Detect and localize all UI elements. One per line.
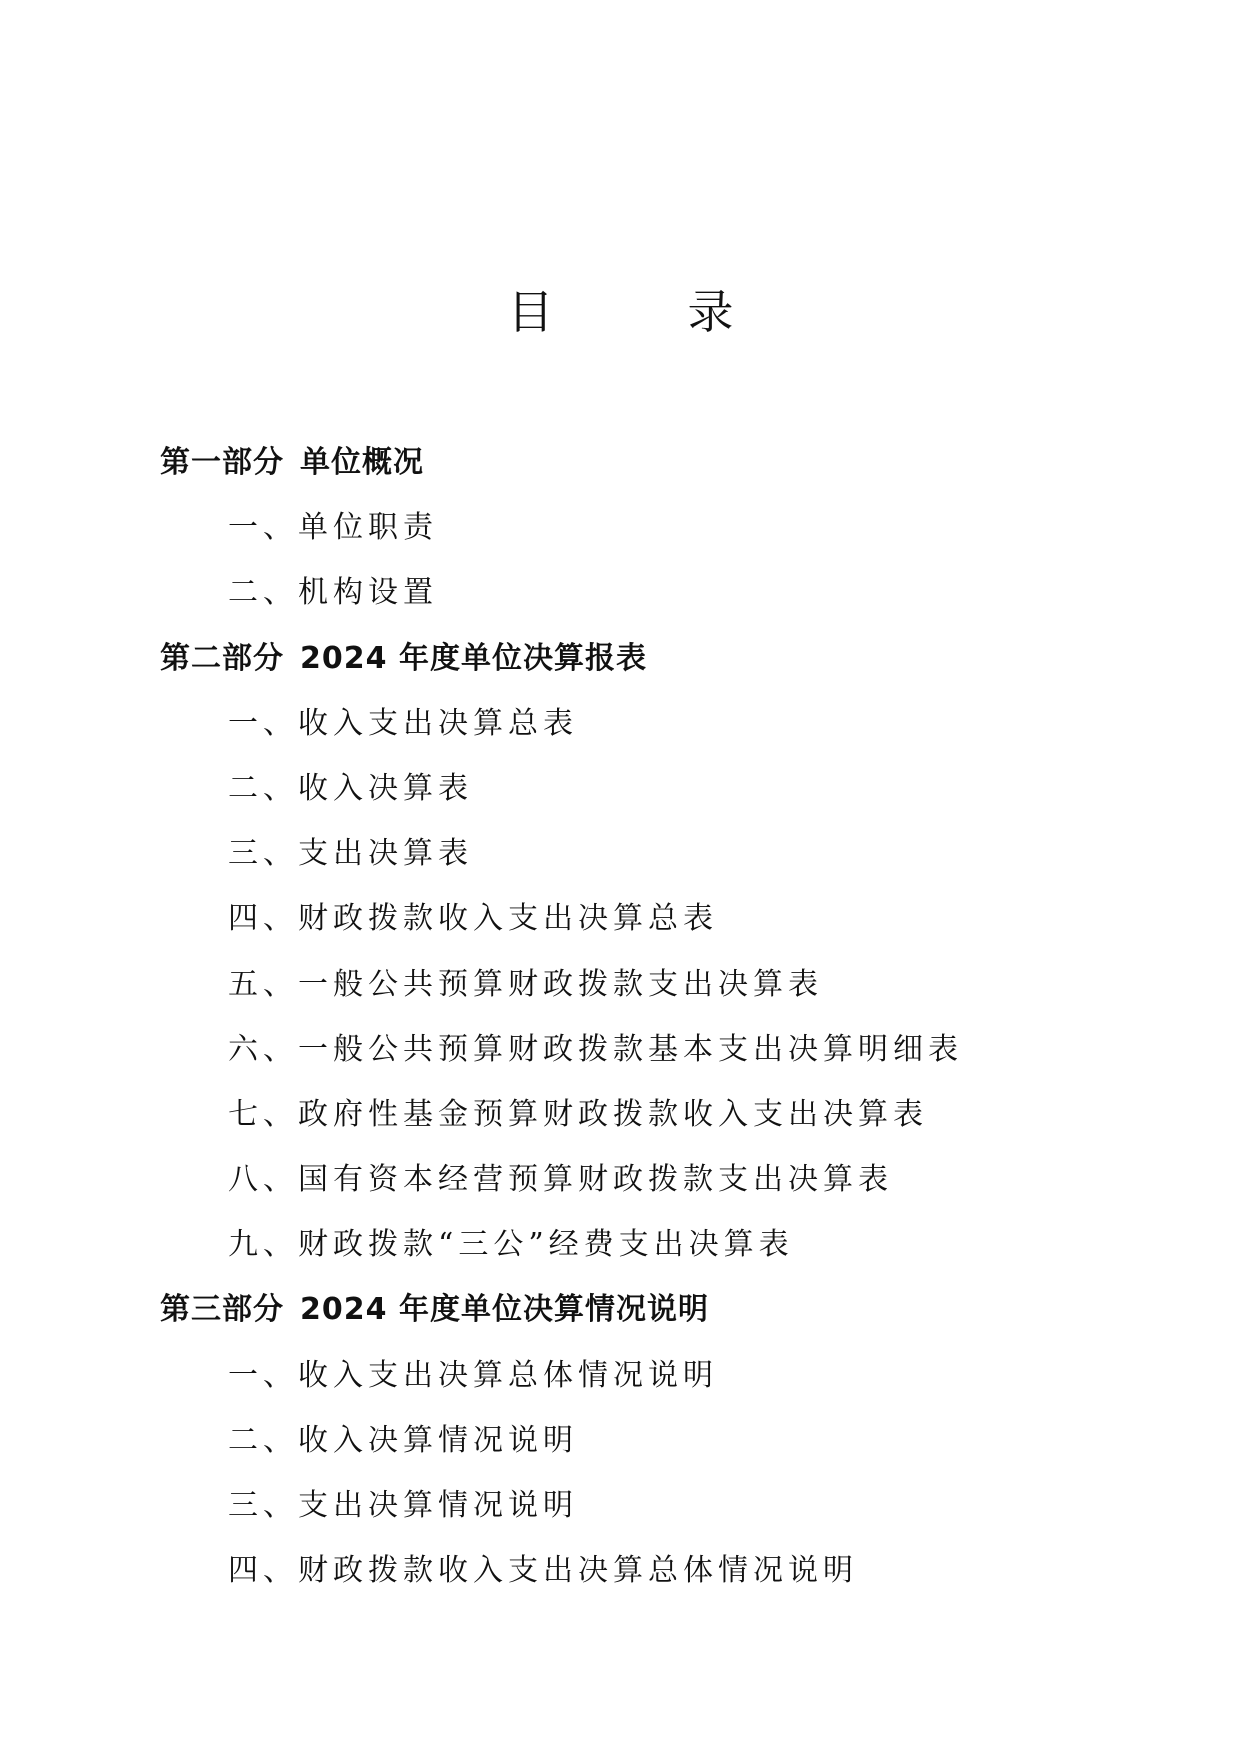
- toc-item[interactable]: 四、财政拨款收入支出决算总体情况说明: [228, 1553, 858, 1589]
- toc-part-1[interactable]: [160, 430, 1160, 495]
- toc-part-number: 第二部分: [160, 640, 284, 676]
- toc-item[interactable]: 六、一般公共预算财政拨款基本支出决算明细表: [228, 1031, 963, 1067]
- toc-item[interactable]: 二、收入决算情况说明: [228, 1422, 578, 1458]
- toc-item[interactable]: 二、收入决算表: [228, 770, 473, 806]
- toc-part-label: 单位概况: [300, 445, 424, 480]
- toc-item[interactable]: 八、国有资本经营预算财政拨款支出决算表: [228, 1162, 893, 1198]
- toc-item[interactable]: 一、单位职责: [228, 510, 438, 546]
- toc-part-3[interactable]: [160, 1277, 1160, 1342]
- toc-item[interactable]: 一、收入支出决算总体情况说明: [228, 1357, 718, 1393]
- page-title: 目 录: [507, 285, 778, 339]
- toc-part-number: 第一部分: [160, 445, 284, 480]
- toc-part-label: 2024 年度单位决算报表: [300, 640, 647, 676]
- toc-item[interactable]: 三、支出决算情况说明: [228, 1488, 578, 1523]
- table-of-contents: [160, 430, 1160, 1603]
- toc-item[interactable]: 五、一般公共预算财政拨款支出决算表: [228, 966, 823, 1002]
- toc-part-2[interactable]: [160, 626, 1160, 691]
- toc-item[interactable]: 三、支出决算表: [228, 836, 473, 872]
- toc-item[interactable]: 四、财政拨款收入支出决算总表: [228, 901, 718, 937]
- toc-item[interactable]: 九、财政拨款“三公”经费支出决算表: [228, 1227, 794, 1263]
- toc-item[interactable]: 七、政府性基金预算财政拨款收入支出决算表: [228, 1096, 928, 1132]
- toc-item[interactable]: 二、机构设置: [228, 575, 438, 611]
- toc-part-number: 第三部分: [160, 1292, 284, 1328]
- toc-item[interactable]: 一、收入支出决算总表: [228, 705, 578, 741]
- toc-part-label: 2024 年度单位决算情况说明: [300, 1292, 709, 1328]
